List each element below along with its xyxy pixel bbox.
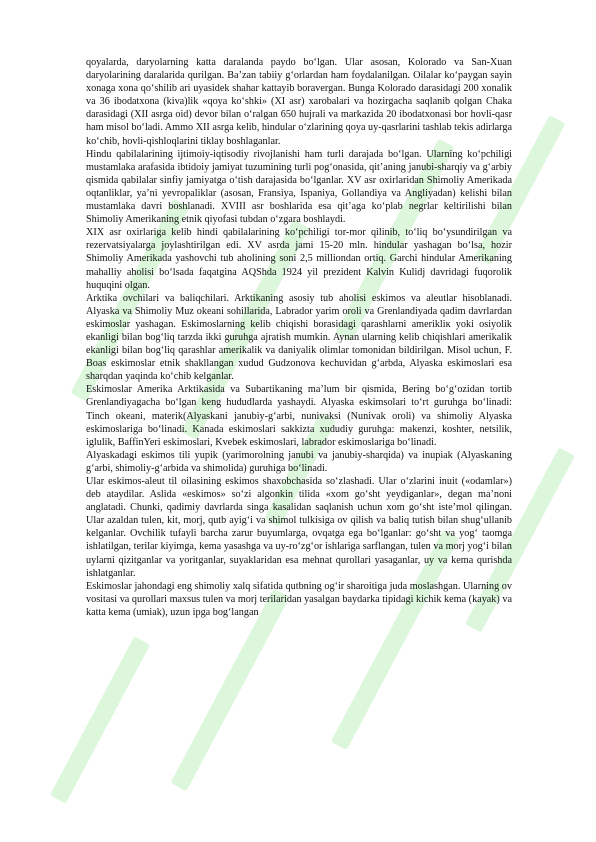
paragraph-3: XIX asr oxirlariga kelib hindi qabilalarining ko‘pchiligi tor-mor qilinib, to‘liq bo‘ysundirilgan va rezervatsiyalarga joylashtirilgan edi. XV asrda jami 15-20 mln. hindular yashagan bo‘lsa, hozir Shimoliy Amerikada yashovchi tub aholining soni 2,5 milliondan ortiq. Garchi hindular Amerikaning mahalliy aholisi bo‘lsada faqatgina AQShda 1924 yil prezident Kalvin Kulidj davridagi fuqorolik huquqini olgan. [86, 227, 512, 291]
paragraph-4: Arktika ovchilari va baliqchilari. Arktikaning asosiy tub aholisi eskimos va aleutlar hisoblanadi. Alyaska va Shimoliy Muz okeani sohillarida, Labrador yarim oroli va Grenlandiyada qadim davrlardan eskimoslar yashagan. Eskimoslarning kelib chiqishi borasidagi qarashlarni amerikliк yoki osiyolik ekanligi bilan bog‘liq tarzda ikki guruhga ajratish mumkin. Aynan ularning kelib chiqishlari amerikalik ekanligi bilan bog‘liq qarashlar amerikalik va daniyalik olimlar tomonidan bildirilgan. Misol uchun, F. Boas eskimoslar etnik shakllangan xudud Gudzonova kechuvidan g‘arbda, Alyaska eskimoslari esa sharqdan yaqinda ko‘chib kelganlar. [86, 292, 512, 383]
paragraph-7: Ular eskimos-aleut til oilasining eskimos shaxobchasida so‘zlashadi. Ular o‘zlarini inuit («odamlar») deb ataydilar. Aslida «eskimos» so‘zi algonkin tilida «xom go‘sht yeydiganlar», degan ma’noni anglatadi. Chunki, qadimiy davrlarda singa kasalidan saqlanish uchun xom go‘sht iste’mol qilingan. Ular azaldan tulen, kit, morj, qutb ayig‘i va shimol tulkisiga ov qilish va baliq tutish bilan shug‘ullanib kelganlar. Ovchilik tufayli barcha zarur buyumlarga, ovqatga ega bo‘lganlar: go‘sht va yog‘ taomga ishlatilgan, terilar kiyimga, kema yasashga va uy-ro‘zg‘or ishlariga sarflangan, tulen va morj yog‘i bilan uylarni qizitganlar va yoritganlar, suyaklaridan esa mehnat qurollari yasaganlar, uy va kema qurishda ishlatganlar. [86, 476, 512, 579]
paragraph-2: Hindu qabilalarining ijtimoiy-iqtisodiy rivojlanishi ham turli darajada bo‘lgan. Ularning ko‘pchiligi mustamlaka arafasida ibtidoiy jamiyat tuzumining turli pog‘onasida, qit’aning janubi-sharqiy va g‘arbiy qismida qabilalar sinfiy jamiyatga o‘tish darajasida bo‘lganlar. XV asr oxirlaridan Shimoliy Amerikada oqtanliklar, ya’ni yevropaliklar (asosan, Fransiya, Ispaniya, Gollandiya va Angliyadan) kelishi bilan mustamlaka davri boshlanadi. XVIII asr boshlarida esa qit’aga ko‘plab negrlar keltirilishi bilan Shimoliy Amerikaning etnik qiyofasi tubdan o‘zgara boshlaydi. [86, 148, 512, 226]
paragraph-5: Eskimoslar Amerika Arktikasida va Subartikaning ma’lum bir qismida, Bering bo‘g‘ozidan tortib Grenlandiyagacha bo‘lgan keng hududlarda yashaydi. Alyaska eskimsolari to‘rt guruhga bo‘linadi: Tinch okeani, materik(Alyaskani janubiy-g‘arbi, nunivaksi (Nunivak oroli) va shimoliy Alyaska eskimoslariga bo‘linadi. Kanada eskimoslari sakkizta xududiy guruhga: makenzi, koshter, netsilik, iglulik, BaffinYeri eskimoslari, Kvebek eskimoslari, labrador eskimoslariga bo‘linadi. [86, 384, 512, 448]
paragraph-8: Eskimoslar jahondagi eng shimoliy xalq sifatida qutbning og‘ir sharoitiga juda moslashgan. Ularning ov vositasi va qurollari maxsus tulen va morj terilaridan yasalgan baydarka tipidagi kichik kema (kayak) va katta kema (umiak), uzun ipga bog‘langan [86, 580, 512, 618]
paragraph-1: qoyalarda, daryolarning katta daralanda paydo bo‘lgan. Ular asosan, Kolorado va San-Xuan daryolarining daralarida qurilgan. Ba’zan tabiiy g‘orlardan ham foydalanilgan. Oilalar ko‘paygan sayin xonaga xona qo‘shilib ari uyasidek shahar kattayib boravergan. Bunga Kolorado darasidagi 200 xonalik va 36 ibodatxona (kiva)lik «qoya ko‘shki» (XI asr) xarobalari va hozirgacha saqlanib qolgan Chaka darasidagi (XII asrga oid) devor bilan o‘ralgan 650 hujrali va markazida 20 ibodatxonasi bor hovli-qasr ham misol bo‘ladi. Ammo XII asrga kelib, hindular o‘zlarining qoya uy-qasrlarini tashlab tekis adirlarga ko‘chib, hovli-qishloqlarini tiklay boshlaganlar. [86, 57, 512, 147]
paragraph-6: Alyaskadagi eskimos tili yupik (yarimorolning janubi va janubiy-sharqida) va inupiak (Alyaskaning g‘arbi, shimoliy-g‘arbida va shimolida) guruhiga bo‘linadi. [86, 449, 512, 474]
document-body [86, 56, 512, 619]
